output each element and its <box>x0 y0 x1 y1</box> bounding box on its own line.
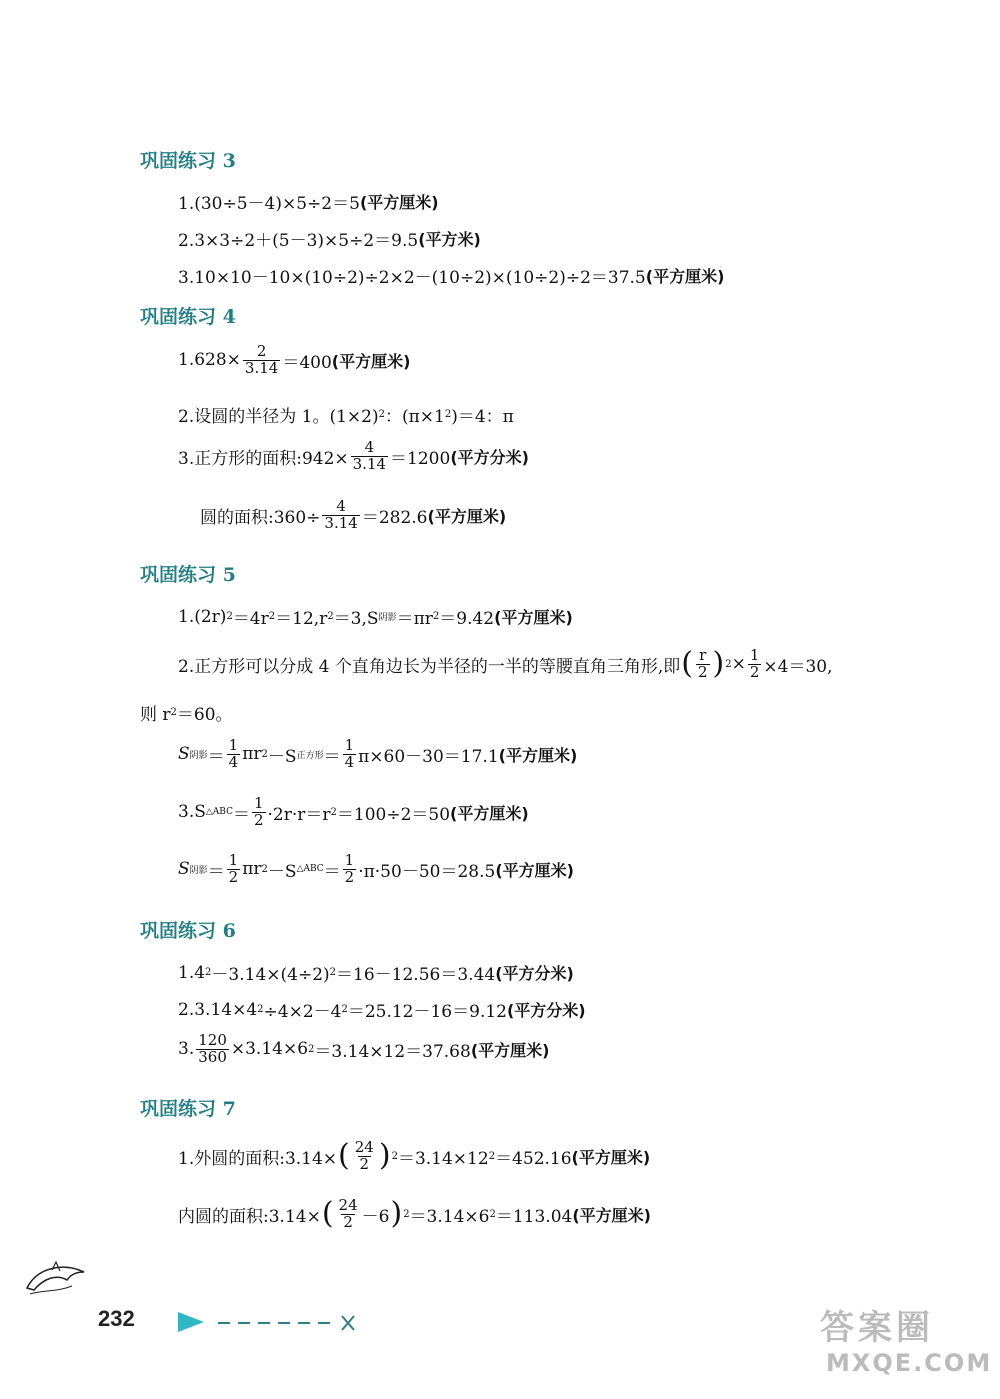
s5-line-1: 1.(2r) 2 ＝4r 2 ＝12,r 2 ＝3,S 阴影 ＝πr 2 ＝9.42 (平方厘米) <box>178 606 573 629</box>
fraction: $\frac{4}{3.14}$ <box>324 497 358 532</box>
s4-line-3: 3.正方形的面积:942× $\frac{4}{3.14}$ ＝1200 (平方分米) <box>178 438 529 473</box>
fraction: $\frac{1}{2}$ <box>253 794 264 829</box>
section-title-3: 巩固练习 3 <box>140 150 236 172</box>
s4-line-2: 2.设圆的半径为 1。(1×2) 2 ：(π×1 2 )＝4：π <box>178 407 514 427</box>
fraction: $\frac{r}{2}$ <box>697 646 708 681</box>
s3-line-2: 2.3×3÷2＋(5－3)×5÷2＝9.5 (平方米) <box>178 230 481 251</box>
s4-line-1: 1.628× $\frac{2}{3.14}$ ＝400 (平方厘米) <box>178 342 411 377</box>
s4-line-4: 圆的面积:360÷ $\frac{4}{3.14}$ ＝282.6 (平方厘米) <box>200 497 507 532</box>
fraction: $\frac{2}{3.14}$ <box>244 342 279 377</box>
fraction: $\frac{1}{2}$ <box>228 851 239 886</box>
s6-line-2: 2.3.14×4 2 ÷4×2－4 2 ＝25.12－16＝9.12 (平方分米) <box>178 999 586 1022</box>
arrow-icon <box>176 1310 366 1339</box>
fraction: $\frac{1}{2}$ <box>749 646 760 681</box>
fraction: $\frac{24}{2}$ <box>354 1138 374 1173</box>
section-title-7: 巩固练习 7 <box>140 1098 236 1120</box>
s3-line-1: 1.(30÷5－4)×5÷2＝5 (平方厘米) <box>178 193 439 214</box>
fraction: $\frac{120}{360}$ <box>198 1031 227 1066</box>
watermark: 答案圈 MXQE.COM <box>820 1308 993 1377</box>
fraction: $\frac{1}{4}$ <box>228 736 239 771</box>
page-number: 232 <box>98 1306 135 1331</box>
s7-line-2: 内圆的面积:3.14× ( $\frac{24}{2}$ －6 ) 2 ＝3.14×6 2 ＝113.04 (平方厘米) <box>178 1196 651 1232</box>
s6-line-3: 3. $\frac{120}{360}$ ×3.14×6 2 ＝3.14×12＝37.68 (平方厘米) <box>178 1031 550 1066</box>
fraction: $\frac{1}{4}$ <box>344 736 355 771</box>
section-title-6: 巩固练习 6 <box>140 920 236 942</box>
dolphin-icon <box>22 1250 92 1305</box>
s7-line-1: 1.外圆的面积:3.14× ( $\frac{24}{2}$ ) 2 ＝3.14×12 2 ＝452.16 (平方厘米) <box>178 1138 651 1174</box>
s5-line-6: S 阴影 ＝ $\frac{1}{2}$ πr 2 －S △ABC ＝ $\frac{1}{2}$ ·π·50－50＝28.5 (平方厘米) <box>178 851 574 886</box>
s5-line-4: S 阴影 ＝ $\frac{1}{4}$ πr 2 －S 正方形 ＝ $\frac{1}{4}$ π×60－30＝17.1 (平方厘米) <box>178 736 578 771</box>
fraction: $\frac{24}{2}$ <box>338 1196 358 1231</box>
fraction: $\frac{1}{2}$ <box>344 851 355 886</box>
section-title-4: 巩固练习 4 <box>140 306 236 328</box>
s5-line-5: 3.S △ABC ＝ $\frac{1}{2}$ ·2r·r＝r 2 ＝100÷2＝50 (平方厘米) <box>178 794 529 829</box>
s5-line-2: 2.正方形可以分成 4 个直角边长为半径的一半的等腰直角三角形,即 ( $\frac{r}{2}$ ) 2 × $\frac{1}{2}$ ×4＝30, <box>178 646 833 682</box>
s5-line-3: 则 r 2 ＝60。 <box>140 705 233 725</box>
fraction: $\frac{4}{3.14}$ <box>352 438 387 473</box>
s6-line-1: 1.4 2 －3.14×(4÷2) 2 ＝16－12.56＝3.44 (平方分米) <box>178 962 574 985</box>
s3-line-3: 3.10×10－10×(10÷2)÷2×2－(10÷2)×(10÷2)÷2＝37.5 (平方厘米) <box>178 267 725 288</box>
section-title-5: 巩固练习 5 <box>140 564 236 586</box>
